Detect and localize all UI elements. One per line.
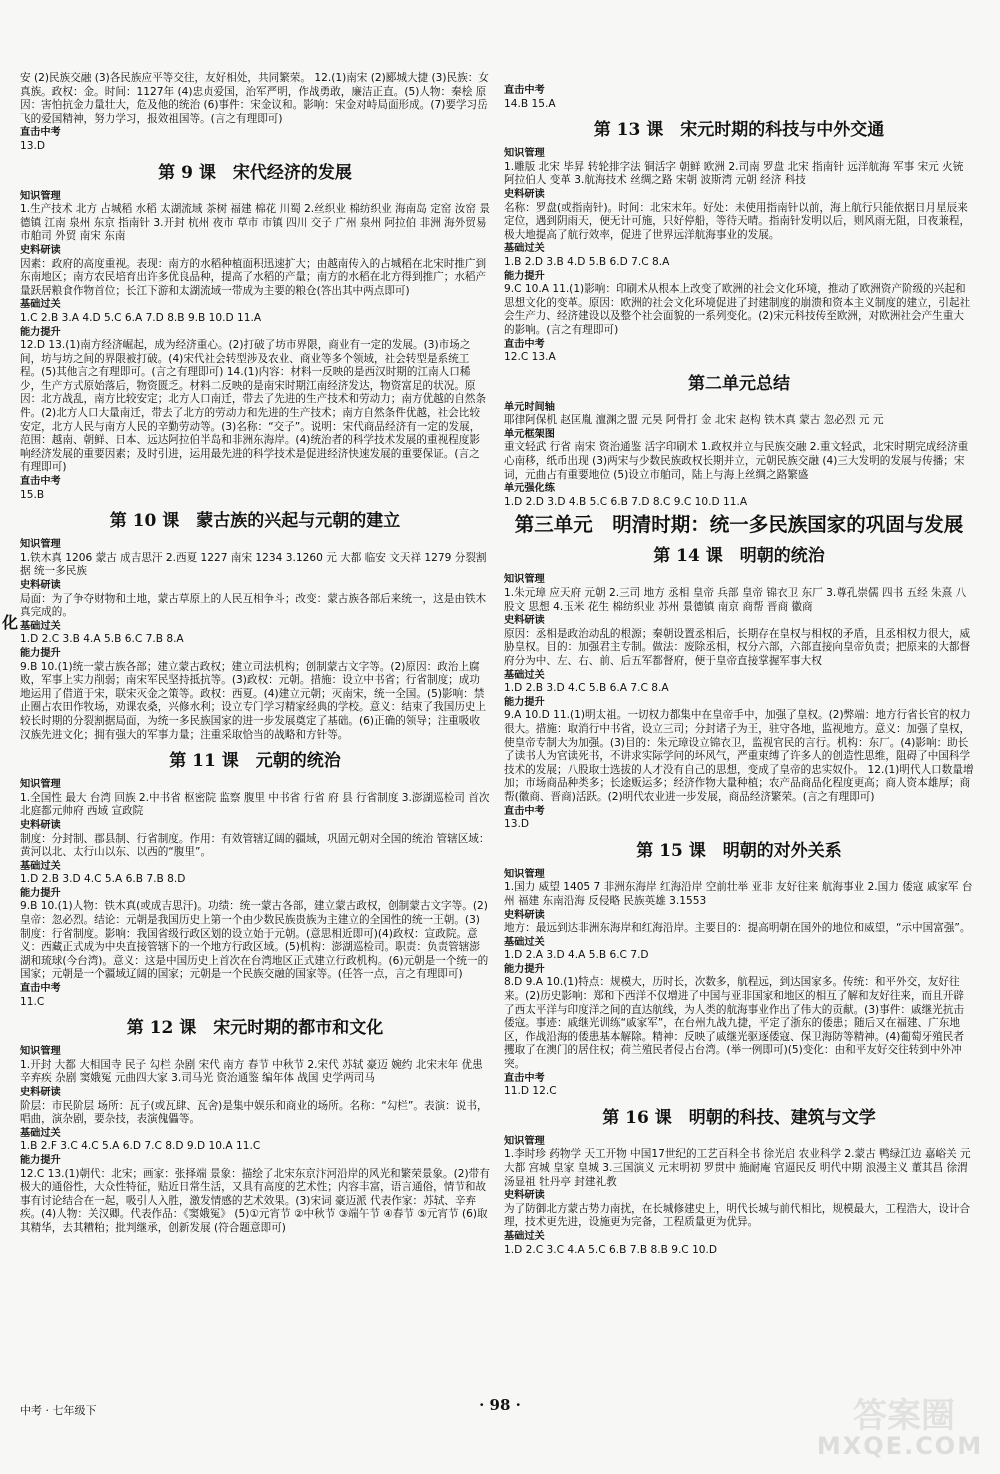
section-label: 基础过关 (20, 860, 61, 872)
section-text: 地方：最远到达非洲东海岸和红海沿岸。主要目的：提高明朝在国外的地位和威望，“示中国富强”。 (504, 922, 971, 935)
section-label: 能力提升 (20, 326, 61, 338)
section-text: 11.D 12.C (504, 1085, 557, 1098)
section-label: 史料研读 (20, 819, 61, 831)
lesson-14-title: 第 14 课 明朝的统治 (653, 546, 825, 567)
section-label: 能力提升 (20, 887, 61, 899)
section-label: 基础过关 (504, 669, 545, 681)
unit-3-title: 第三单元 明清时期：统一多民族国家的巩固与发展 (514, 513, 964, 537)
section-text: 1.C 2.B 3.A 4.D 5.C 6.A 7.D 8.B 9.B 10.D 11.A (20, 311, 262, 324)
section-text: 1.D 2.D 3.D 4.B 5.C 6.B 7.D 8.C 9.C 10.D 11.A (504, 495, 748, 508)
section-label: 直击中考 (504, 338, 545, 350)
section-text: 制度：分封制、郡县制、行省制度。作用：有效管辖辽阔的疆域，巩固元朝对全国的统治 管辖区域：黄河以北、太行山以东、以西的“腹里”。 (20, 832, 490, 859)
section-label: 直击中考 (504, 805, 545, 817)
section-label: 史料研读 (20, 1087, 61, 1098)
section-text: 1.朱元璋 应天府 元朝 2.三司 地方 丞相 皇帝 兵部 皇帝 锦衣卫 东厂 3.尊孔崇儒 四书 五经 朱熹 八股文 思想 4.玉米 花生 棉纺织业 苏州 景德镇 南京 商帮 晋商 徽商 (504, 587, 967, 613)
section-label: 能力提升 (504, 270, 545, 282)
section-text: 1.B 2.D 3.B 4.D 5.B 6.D 7.C 8.A (504, 255, 670, 268)
section-text: 1.全国性 最大 台湾 回族 2.中书省 枢密院 监察 腹里 中书省 行省 府 县 行省制度 3.澎湖巡检司 首次 北庭都元帅府 西域 宣政院 (20, 791, 490, 818)
section-text: 12.C 13.(1)朝代：北宋；画家：张择端 景象：描绘了北宋东京汴河沿岸的风光和繁荣景象。(2)带有极大的通俗性，大众性特征，贴近日常生活，又具有高度的艺术性；内容丰富，语言通俗，情节和故事有讨论结合在一起，吸引人入胜，激发情感的艺术效果。(3)宋词 豪迈派 代表作家：苏轼、辛弃疾。(4)人物：关汉卿。代表作品：《窦娥冤》 (5)①元宵节 ②中秋节 ③端午节 ④春节 ⑤元宵节 (6)取其精华，去其糟粕；批判继承，创新发展 (符合题意即可) (20, 1167, 490, 1234)
section-text: 13.D (504, 818, 530, 831)
section-text: 阶层：市民阶层 场所：瓦子(或瓦肆、瓦舍)是集中娱乐和商业的场所。名称：“勾栏”。表演：说书，唱曲，演杂剧，要杂技，表演傀儡等。 (20, 1099, 488, 1126)
section-label: 单元强化练 (504, 483, 555, 495)
section-label: 单元时间轴 (504, 401, 555, 413)
section-label: 基础过关 (20, 1127, 61, 1139)
section-label: 能力提升 (504, 963, 545, 975)
lesson-10-title: 第 10 课 蒙古族的兴起与元朝的建立 (109, 511, 401, 532)
section-text: 为了防御北方蒙古势力南扰，在长城修建史上，明代长城与前代相比，规模最大，工程浩大，设计合理，技术更先进，设施更为完备，工程质量更为优异。 (504, 1202, 971, 1229)
section-label: 能力提升 (20, 1154, 61, 1166)
section-label: 直击中考 (504, 1072, 545, 1084)
section-text: 9.B 10.(1)人物：铁木真(或成吉思汗)。功绩：统一蒙古各部，建立蒙古政权，创制蒙古文字等。(2)皇帝：忽必烈。结论：元朝是我国历史上第一个由少数民族贵族为主建立的全国性的统一王朝。(3)制度：行省制度。影响：我国省级行政区划的设立始于元朝。(意思相近即可)(4)政权：宣政院。意义：西藏正式成为中央直接管辖下的一个地方行政区域。(5)机构：澎湖巡检司。职责：负责管辖澎湖和琉球(今台湾)。意义：这是中国历史上首次在台湾地区正式建立行政机构。(6)元朝是一个统一的国家；元朝是一个疆域辽阔的国家；元朝是一个民族交融的国家等。(任答一点，言之有理即可) (20, 900, 489, 981)
section-text: 局面：为了争夺财物和土地，蒙古草原上的人民互相争斗；改变：蒙古族各部后来统一，这是由铁木真完成的。 (20, 592, 487, 619)
section-label: 史料研读 (504, 1190, 545, 1202)
section-text: 9.A 10.D 11.(1)明太祖。一切权力都集中在皇帝手中，加强了皇权。(2)弊端：地方行省长官的权力很大。措施：取消行中书省，设立三司；分封诸子为王，驻守各地，监视地方。意义：加强了皇权，使皇帝专制大为加强。(3)目的：朱元璋设立锦衣卫，监视官民的言行。机构：东厂。(4)影响：助长了读书人为官读死书，不讲求实际学问的坏风气，严重束缚了许多人的创造性思维，阻碍了中国科学技术的发展；八股取士选拔的人才没有自己的思想，变成了皇帝的忠实奴仆。 12.(1)明代人口数量增加；市场商品种类多；长途贩运多；经济作物大量种植；农产品商品化程度更高；商人资本雄厚；商帮(徽商、晋商)活跃。(2)明代农业进一步发展，商品经济繁荣。(言之有理即可) (504, 709, 974, 803)
section-label: 史料研读 (504, 615, 545, 627)
answer-text: 14.B 15.A (504, 97, 556, 110)
section-text: 1.D 2.C 3.B 4.A 5.B 6.C 7.B 8.A (20, 633, 184, 646)
section-label: 知识管理 (20, 1046, 61, 1058)
section-text: 1.雕版 北宋 毕昇 转轮排字法 铜活字 朝鲜 欧洲 2.司南 罗盘 北宋 指南针 远洋航海 军事 宋元 火铳 阿拉伯人 变革 3.航海技术 丝绸之路 宋朝 波斯湾 元朝 经济 科技 (504, 160, 964, 187)
section-text: 11.C (20, 995, 45, 1008)
section-label: 直击中考 (20, 983, 61, 995)
section-label: 知识管理 (504, 868, 545, 880)
section-label: 史料研读 (20, 580, 61, 591)
section-text: 1.国力 威望 1405 7 非洲东海岸 红海沿岸 空前壮举 亚非 友好往来 航海事业 2.国力 倭寇 戚家军 台州 福建 东南沿海 反侵略 民族英雄 3.1553 (504, 881, 973, 907)
section-text: 1.生产技术 北方 占城稻 水稻 太湖流域 茶树 福建 棉花 川蜀 2.丝织业 棉纺织业 海南岛 定窑 汝窑 景德镇 江南 泉州 东京 指南针 3.开封 杭州 夜市 草市 市镇 四川 交子 广州 泉州 阿拉伯 非洲 海外贸易 市舶司 外贸 南宋 东南 (20, 203, 490, 243)
section-label: 直击中考 (20, 127, 61, 139)
section-label: 基础过关 (20, 620, 61, 632)
section-label: 基础过关 (504, 1230, 545, 1242)
intro-text: 安 (2)民族交融 (3)各民族应平等交往，友好相处，共同繁荣。 12.(1)南宋 (2)郾城大捷 (3)民族：女真族。政权：金。时间：1127年 (4)忠贞爱国，治军严明，作战勇敢，廉洁正直。(5)人物：秦桧 原因：害怕抗金力量壮大，危及他的统治 (6)事件：宋金议和。影响：宋金对峙局面形成。(7)要学习岳飞的爱国精神，努力学习，报效祖国等。(言之有理即可) (20, 72, 489, 125)
lesson-12-title: 第 12 课 宋元时期的都市和文化 (126, 1018, 384, 1039)
section-label: 能力提升 (20, 647, 61, 659)
section-text: 9.C 10.A 11.(1)影响：印刷术从根本上改变了欧洲的社会文化环境，推动了欧洲资产阶级的兴起和思想文化的变革。原因：欧洲的社会文化环境促进了封建制度的崩溃和资本主义制度的建立，引起社会生产力、经济建设以及整个社会面貌的一系列变化。(2)宋元科技传至欧洲，对欧洲社会产生重大的影响。(言之有理即可) (504, 283, 971, 336)
section-text: 1.B 2.F 3.C 4.C 5.A 6.D 7.C 8.D 9.D 10.A 11.C (20, 1140, 261, 1153)
lesson-11-title: 第 11 课 元朝的统治 (169, 751, 341, 772)
section-text: 1.李时珍 药物学 天工开物 中国17世纪的工艺百科全书 徐光启 农业科学 2.蒙古 鸭绿江边 嘉峪关 元大都 宫城 皇家 皇城 3.三国演义 元末明初 罗贯中 施耐庵 官逼民反 明代中期 浪漫主义 董其昌 徐渭 汤显祖 牡丹亭 封建礼教 (504, 1148, 971, 1188)
section-text: 1.D 2.B 3.D 4.C 5.A 6.B 7.B 8.D (20, 873, 186, 886)
section-label: 知识管理 (20, 779, 61, 791)
section-text: 1.D 2.B 3.D 4.C 5.B 6.A 7.C 8.A (504, 682, 669, 695)
lesson-9-title: 第 9 课 宋代经济的发展 (158, 162, 352, 183)
section-text: 耶律阿保机 赵匡胤 澶渊之盟 元昊 阿骨打 金 北宋 赵构 铁木真 蒙古 忽必烈 元 元 (504, 414, 884, 427)
page-number: · 98 · (479, 1396, 521, 1414)
section-label: 知识管理 (20, 539, 61, 551)
section-text: 1.D 2.A 3.D 4.A 5.B 6.C 7.D (504, 949, 649, 962)
section-label: 史料研读 (504, 909, 545, 921)
watermark (810, 1388, 990, 1468)
section-text: 名称：罗盘(或指南针)。时间：北宋末年。好处：未使用指南针以前，海上航行只能依据日月星辰来定位，遇到阴雨天，便无计可施，只好停船，等待天晴。指南针发明以后，则风雨无阻，日夜兼程，极大地提高了航行效率，促进了世界远洋航海事业的发展。 (504, 201, 971, 241)
section-text: 9.B 10.(1)统一蒙古族各部；建立蒙古政权；建立司法机构；创制蒙古文字等。(2)原因：政治上腐败，军事上实力削弱；南宋军民坚持抵抗等。(3)政权：元朝。措施：设立中书省；行省制度；成功地运用了借道于宋，联宋灭金之策等。政权：西夏。(4)建立元朝；灭南宋，统一全国。(5)影响：禁止圈占农田作牧场，劝课农桑，兴修水利；设立专门学习精家经典的学校。意义：结束了我国历史上较长时期的分裂割据局面，为统一多民族国家的进一步发展奠定了基础。(6)正确的领导；注重吸收汉族先进文化；拥有强大的军事力量；注重采取恰当的战略和方针等。 (20, 660, 487, 741)
section-label: 基础过关 (504, 243, 545, 255)
left-column (20, 72, 490, 1236)
section-label: 知识管理 (504, 1135, 545, 1147)
footer-book-info: 中考 · 七年级下 (20, 1404, 97, 1417)
section-text: 1.开封 大都 大相国寺 民子 勾栏 杂剧 宋代 南方 春节 中秋节 2.宋代 苏轼 豪迈 婉约 北宋末年 优患 辛弃疾 杂剧 窦娥冤 元曲四大家 3.司马光 资治通鉴 编年体 战国 史学两司马 (20, 1058, 483, 1085)
section-text: 原因：丞相是政治动乱的根源；秦朝设置丞相后，长期存在皇权与相权的矛盾，且丞相权力很大，威胁皇权。目的：加强君主专制。做法：废除丞相，权分六部，六部直接向皇帝负责；把原来的大都督府分为中、左、右、前、后五军都督府，便于皇帝直接掌握军事大权 (504, 627, 971, 667)
answer-text: 13.D (20, 139, 46, 152)
watermark-url: MXQE.COM (816, 1432, 984, 1460)
section-label: 能力提升 (504, 696, 545, 708)
section-label: 史料研读 (20, 244, 61, 256)
section-label: 史料研读 (504, 188, 545, 200)
section-text: 重文轻武 行省 南宋 资治通鉴 活字印刷术 1.政权并立与民族交融 2.重文轻武，北宋时期完成经济重心南移，纸币出现 (3)两宋与少数民族政权长期并立，元朝民族交融 (4)三大发明的发展与传播；宋词，元曲占有重要地位 (5)设立市舶司，陆上与海上丝绸之路繁盛 (504, 441, 969, 481)
section-label: 知识管理 (504, 148, 545, 160)
lesson-16-title: 第 16 课 明朝的科技、建筑与文学 (602, 1107, 876, 1128)
section-text: 12.D 13.(1)南方经济崛起，成为经济重心。(2)打破了坊市界限，商业有一定的发展。(3)市场之间，坊与坊之间的界限被打破。(4)宋代社会转型涉及农业、商业等多个领域，社会转型是系统工程。(5)其他言之有理即可。(言之有理即可) 14.(1)内容：材料一反映的是西汉时期的江南人口稀少，生产方式原始落后，物资匮乏。材料二反映的是南宋时期江南经济发达，物资富足的状况。原因：北方战乱，南方比较安定；北方人口南迁，带去了先进的生产技术和劳动力；南方优越的自然条件。(2)北方人口大量南迁，带去了北方的劳动力和先进的生产技术；南方自然条件优越，社会比较安定，北方人民与南方人民的辛勤劳动等。(3)名称：“交子”。说明：宋代商品经济有一定的发展，范围：越南、朝鲜、日本、远达阿拉伯半岛和非洲东海岸。(4)统治者的科学技术发展的重视程度影响经济发展的重要因素；及时引进，运用最先进的科学技术是促进经济快速发展的重要保证。(言之有理即可) (20, 339, 487, 474)
section-label: 直击中考 (504, 85, 545, 96)
edge-glyph: 化 (2, 613, 19, 632)
unit-2-summary-title: 第二单元总结 (688, 373, 790, 394)
watermark-logo: 答案圈 (853, 1396, 955, 1436)
section-text: 1.铁木真 1206 蒙古 成吉思汗 2.西夏 1227 南宋 1234 3.1260 元 大都 临安 文天祥 1279 分裂割据 统一多民族 (20, 551, 487, 578)
section-label: 单元框架图 (504, 428, 555, 440)
lesson-13-title: 第 13 课 宋元时期的科技与中外交通 (593, 120, 885, 141)
section-label: 知识管理 (504, 574, 545, 586)
section-label: 基础过关 (504, 936, 545, 948)
right-column (504, 84, 974, 1257)
section-text: 1.D 2.C 3.C 4.A 5.C 6.B 7.B 8.B 9.C 10.D (504, 1243, 718, 1256)
section-text: 因素：政府的高度重视。表现：南方的水稻种植面积迅速扩大；由越南传入的占城稻在北宋时推广到东南地区；南方农民培育出许多优良品种，提高了水稻的产量；南方的水稻在北方得到推广；水稻产量跃居粮食作物首位；长江下游和太湖流域一带成为主要的粮仓(答出其中两点即可) (20, 257, 487, 297)
lesson-15-title: 第 15 课 明朝的对外关系 (636, 840, 842, 861)
section-label: 直击中考 (20, 476, 61, 488)
section-text: 8.D 9.A 10.(1)特点：规模大，历时长，次数多，航程远，到达国家多。传统：和平外交，友好往来。(2)历史影响：郑和下西洋不仅增进了中国与亚非国家和地区的相互了解和友好往来，而且开辟了西太平洋与印度洋之间的直达航线，为人类的航海事业作出了伟大的贡献。(3)事件：戚继光抗击倭寇。事迹：戚继光训练“戚家军”，在台州九战九捷，平定了浙东的倭患；随后又在福建、广东地区，作战沿海的倭患基本解除。精神：反映了戚继光驱逐倭寇、保卫海防等精神。(4)葡萄牙殖民者攫取了在澳门的居住权；荷兰殖民者侵占台湾。(举一例即可)(5)变化：由和平友好交往转到中外冲突。 (504, 976, 964, 1071)
section-label: 基础过关 (20, 299, 61, 311)
section-text: 15.B (20, 488, 45, 501)
section-label: 知识管理 (20, 190, 61, 202)
section-text: 12.C 13.A (504, 351, 556, 364)
